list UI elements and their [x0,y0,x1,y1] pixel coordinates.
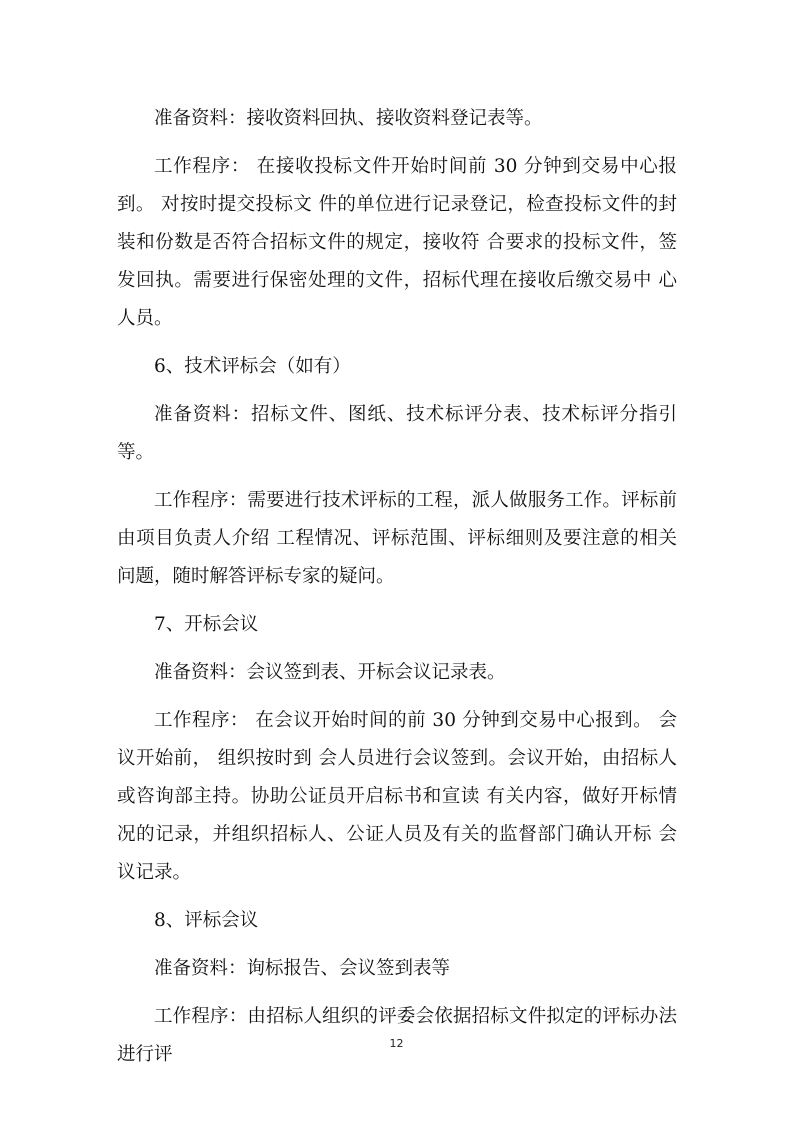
section-8-heading: 8、评标会议 [154,910,259,931]
procedure-6: 工作程序：需要进行技术评标的工程，派人做服务工作。评标前由项目负责人介绍 工程情况、评标范围、评标细则及要注意的相关问题，随时解答评标专家的疑问。 [117,490,677,587]
prep-materials-5: 准备资料：接收资料回执、接收资料登记表等。 [154,108,543,129]
prep-materials-8: 准备资料：询标报告、会议签到表等 [154,958,451,979]
section-7-heading: 7、开标会议 [154,614,259,635]
procedure-5: 工作程序： 在接收投标文件开始时间前 30 分钟到交易中心报到。 对按时提交投标文 件的单位进行记录登记，检查投标文件的封装和份数是否符合招标文件的规定，接收符 合要求的投标文件，签发回执。需要进行保密处理的文件，招标代理在接收后缴交易中 心人员。 [117,156,677,329]
procedure-7: 工作程序： 在会议开始时间的前 30 分钟到交易中心报到。 会议开始前， 组织按时到 会人员进行会议签到。会议开始，由招标人或咨询部主持。协助公证员开启标书和宣读 有关内容，做好开标情况的记录，并组织招标人、公证人员及有关的监督部门确认开标 会议记录。 [117,710,677,883]
document-body [117,100,677,1084]
prep-materials-7: 准备资料：会议签到表、开标会议记录表。 [154,662,506,683]
section-6-heading: 6、技术评标会（如有） [154,356,351,377]
page-number: 12 [389,1037,404,1050]
prep-materials-6: 准备资料：招标文件、图纸、技术标评分表、技术标评分指引等。 [117,404,677,463]
procedure-8: 工作程序：由招标人组织的评委会依据招标文件拟定的评标办法进行评 [117,1006,677,1065]
